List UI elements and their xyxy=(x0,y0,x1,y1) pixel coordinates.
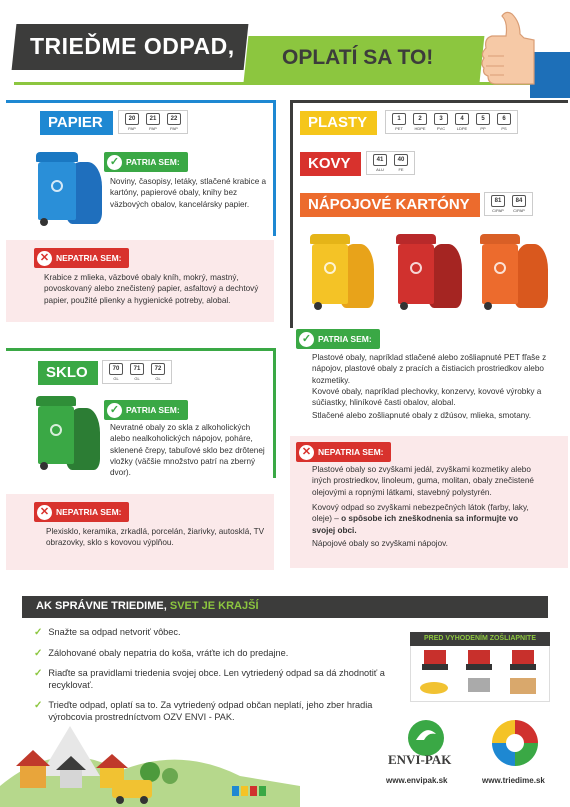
recycle-code: 84 C/PAP xyxy=(510,195,528,213)
recycle-code: 20 PAP xyxy=(123,113,141,131)
village-landscape-icon xyxy=(0,716,300,807)
recycle-code: 4 LDPE xyxy=(453,113,471,131)
envipak-logo-text: ENVI-PAK xyxy=(388,752,452,767)
squash-illustration-icon xyxy=(412,648,548,700)
sklo-no-badge: ✕ NEPATRIA SEM: xyxy=(34,502,129,522)
sklo-codes xyxy=(102,360,172,384)
papier-label: PAPIER xyxy=(40,111,113,135)
plasty-no-badge: ✕ NEPATRIA SEM: xyxy=(296,442,391,462)
check-icon: ✓ xyxy=(34,699,43,711)
triedime-logo-icon xyxy=(488,716,542,770)
list-item: ✓ Snažte sa odpad netvoriť vôbec. xyxy=(34,627,181,638)
plasty-yes-text-1: Plastové obaly, napríklad stlačené alebo zošliapnuté PET fľaše z nápojov, plastové obaly z pracích a čistiacich prostriedkov alebo kozmetiky. xyxy=(312,353,547,385)
recycle-code: 72 GL xyxy=(149,363,167,381)
sklo-label: SKLO xyxy=(38,361,98,385)
check-icon: ✓ xyxy=(34,627,43,638)
bottom-title: AK SPRÁVNE TRIEDIME, SVET JE KRAJŠÍ xyxy=(36,600,259,612)
check-icon: ✓ xyxy=(34,647,43,659)
recycle-code: 81 C/PAP xyxy=(489,195,507,213)
recycle-code: 21 PAP xyxy=(144,113,162,131)
check-icon: ✓ xyxy=(34,668,43,679)
triedime-url[interactable]: www.triedime.sk xyxy=(482,776,545,785)
bottom-tips-list xyxy=(34,626,394,731)
papier-frame-right xyxy=(273,100,276,236)
papier-yes-badge: ✓ PATRIA SEM: xyxy=(104,152,188,172)
plasty-no-text-2: Kovový odpad so zvyškami nebezpečných látok (farby, laky, oleje) – o spôsobe ich zneškodnenia sa informujte vo svojej obci. xyxy=(312,503,529,535)
sklo-frame-right xyxy=(273,348,276,478)
sklo-frame-top xyxy=(6,348,276,351)
kartony-codes xyxy=(484,192,533,216)
recycle-code: 1 PET xyxy=(390,113,408,131)
check-icon: ✓ xyxy=(107,155,122,170)
plasty-codes xyxy=(385,110,518,134)
plasty-yes-text-3: Stlačené alebo zošliapnuté obaly z džúsov, mlieka, smotany. xyxy=(312,411,532,420)
sklo-yes-text: Nevratné obaly zo skla z alkoholických alebo nealkoholických nápojov, poháre, sklenené črepy, tabuľové sklo bez drôtenej vložky (väčšie množstvo patrí na zberný dvor). xyxy=(110,423,265,478)
recycle-code: 40 FE xyxy=(392,154,410,172)
plasty-yes-badge: ✓ PATRIA SEM: xyxy=(296,329,380,349)
recycle-code: 3 PVC xyxy=(432,113,450,131)
cross-icon: ✕ xyxy=(37,251,52,266)
header-title-part1: TRIEĎME ODPAD, xyxy=(30,33,235,59)
sklo-no-text: Plexisklo, keramika, zrkadlá, porcelán, žiarivky, autosklá, TV obrazovky, sklo s kovovou výplňou. xyxy=(46,527,265,548)
papier-yes-text: Noviny, časopisy, letáky, stlačené krabice a kartóny, papierové obaly, knihy bez väzbových obalov, kancelársky papier. xyxy=(110,177,267,209)
recycle-code: 2 HDPE xyxy=(411,113,429,131)
list-item: ✓ Riaďte sa pravidlami triedenia svojej obce. Len vytriedený odpad sa dá zhodnotiť a recyklovať. xyxy=(34,668,385,691)
plasty-label: PLASTY xyxy=(300,111,377,135)
sklo-yes-badge: ✓ PATRIA SEM: xyxy=(104,400,188,420)
recycle-code: 70 GL xyxy=(107,363,125,381)
plasty-yes-text-2: Kovové obaly, napríklad plechovky, konzervy, kovové výrobky a súčiastky, hliníkové časti obalov, alobal. xyxy=(312,387,542,408)
check-icon: ✓ xyxy=(299,332,314,347)
papier-frame-top xyxy=(6,100,276,103)
kovy-codes xyxy=(366,151,415,175)
plasty-frame-top xyxy=(290,100,568,103)
cross-icon: ✕ xyxy=(299,445,314,460)
recycle-code: 5 PP xyxy=(474,113,492,131)
list-item: ✓ Trieďte odpad, oplatí sa to. Za vytriedený odpad občan neplatí, jeho zber hradia výrobcovia prostredníctvom OZV ENVI - PAK. xyxy=(34,699,373,723)
plasty-no-text-1: Plastové obaly so zvyškami jedál, zvyškami kozmetiky alebo iných prostriedkov, linoleum, guma, molitan, obaly znečistené olejovými a ropnými látkami, stavebný polystyrén. xyxy=(312,465,534,497)
kovy-label: KOVY xyxy=(300,152,361,176)
recycle-code: 22 PAP xyxy=(165,113,183,131)
header-title-part2: OPLATÍ SA TO! xyxy=(282,46,434,69)
kartony-label: NÁPOJOVÉ KARTÓNY xyxy=(300,193,480,217)
recycle-code: 6 PS xyxy=(495,113,513,131)
check-icon: ✓ xyxy=(107,403,122,418)
envipak-url[interactable]: www.envipak.sk xyxy=(386,776,448,785)
thumbs-up-icon xyxy=(476,8,570,98)
cross-icon: ✕ xyxy=(37,505,52,520)
papier-no-text: Krabice z mlieka, väzbové obaly kníh, mokrý, mastný, povoskovaný alebo znečistený papier, asfaltový a dechtový papier, použité plienky a hygienické potreby, alobal. xyxy=(44,273,259,305)
squash-title: PRED VYHODENÍM ZOŠLIAPNITE xyxy=(410,632,550,646)
plasty-no-text-3: Nápojové obaly so zvyškami nápojov. xyxy=(312,539,448,548)
papier-codes xyxy=(118,110,188,134)
recycle-code: 41 ALU xyxy=(371,154,389,172)
list-item: ✓ Zálohované obaly nepatria do koša, vráťte ich do predajne. xyxy=(34,647,289,659)
papier-no-badge: ✕ NEPATRIA SEM: xyxy=(34,248,129,268)
plasty-frame-left xyxy=(290,100,293,328)
recycle-code: 71 GL xyxy=(128,363,146,381)
